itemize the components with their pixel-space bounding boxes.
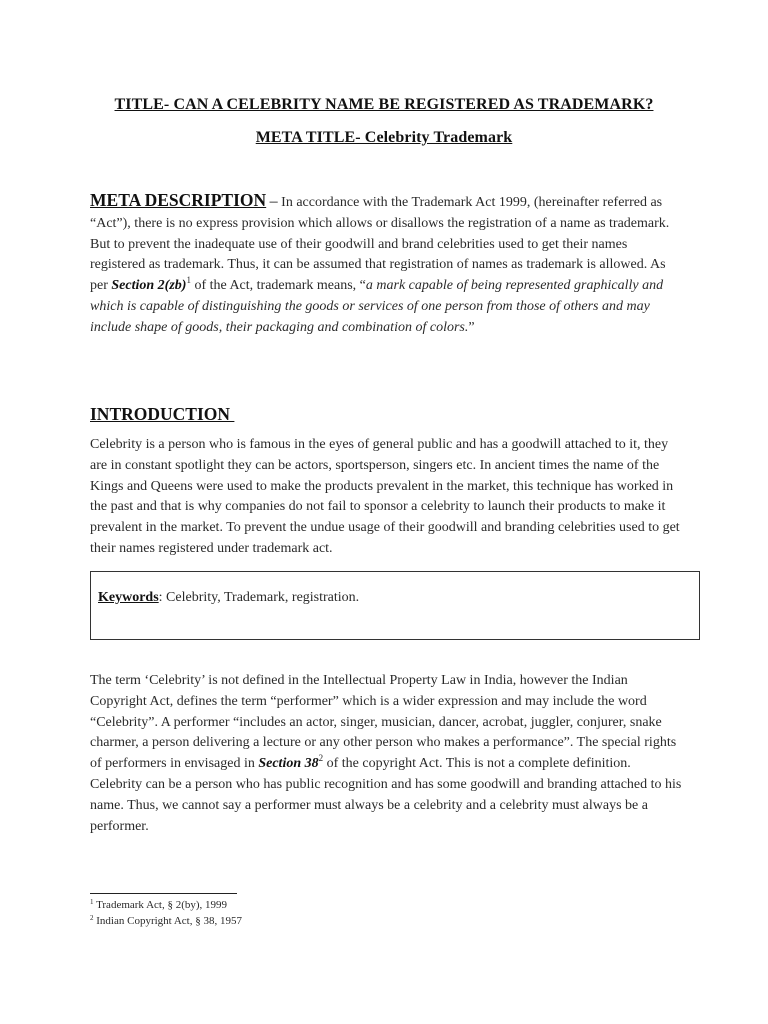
keywords-text: : Celebrity, Trademark, registration. [158, 590, 360, 605]
footnote-mark-2: 2 [318, 753, 324, 764]
keywords-label: Keywords [98, 590, 159, 605]
footnote-1-text: Trademark Act, § 2(by), 1999 [96, 899, 228, 911]
introduction-paragraph: Celebrity is a person who is famous in the eyes of general public and has a goodwill attached to it, they are in constant spotlight they can be actors, sportsperson, singers etc. In ancient times the name of the Kings and Queens were used to make the products prevalent in the market, this technique has worked in the past and that is why companies do not fail to sponsor a celebrity to launch their products to make it prevalent in the market. To prevent the undue usage of their goodwill and branding celebrities used to get their names registered under trademark act. [90, 437, 680, 556]
keywords-line [98, 590, 359, 606]
footnote-mark-1: 1 [186, 275, 191, 286]
celebrity-definition-paragraph [90, 671, 682, 837]
footnote-2 [90, 915, 242, 927]
definition-closing-quote: ” [468, 319, 475, 335]
introduction-heading: INTRODUCTION [90, 404, 235, 424]
footnote-1-mark: 1 [90, 898, 94, 906]
meta-description-paragraph [90, 190, 682, 339]
meta-description-dash: – [269, 193, 278, 210]
footnote-2-mark: 2 [90, 914, 94, 922]
meta-title: META TITLE- Celebrity Trademark [255, 129, 513, 146]
trademark-definition: a mark capable of being represented graphically and which is capable of distinguishing the goods or services of one person from those of others and may include shape of goods, their packaging and combination of colors. [90, 278, 664, 335]
section-2zb-reference: Section 2(zb) [111, 278, 187, 294]
meta-description-text: In accordance with the Trademark Act 1999, (hereinafter referred as “Act”), there is no express provision which allows or disallows the registration of a name as trademark. But to prevent the inadequate use of their goodwill and brand celebrities used to get their names registered as trademark. Thus, it can be assumed that registration of names as trademark is allowed. As per [90, 195, 670, 294]
footnote-separator [90, 893, 237, 894]
keywords-box [90, 571, 700, 640]
paragraph-2-text-2: of the copyright Act. This is not a complete definition. Celebrity can be a person who has public recognition and has some goodwill and branding attached to his name. Thus, we cannot say a performer must always be a celebrity and a celebrity must always be a performer. [90, 756, 682, 834]
document-title: TITLE- CAN A CELEBRITY NAME BE REGISTERED AS TRADEMARK? [114, 96, 654, 113]
paragraph-2-text: The term ‘Celebrity’ is not defined in the Intellectual Property Law in India, however the Indian Copyright Act, defines the term “performer” which is a wider expression and may include the word “Celebrity”. A performer “includes an actor, singer, musician, dancer, acrobat, juggler, conjurer, snake charmer, a person delivering a lecture or any other person who makes a performance”. The special rights of performers in envisaged in [90, 673, 677, 772]
section-38-reference: Section 38 [258, 756, 319, 772]
meta-description-text-2: of the Act, trademark means, “ [194, 278, 366, 294]
footnote-1 [90, 899, 227, 911]
meta-description-label: META DESCRIPTION [90, 190, 267, 210]
footnote-2-text: Indian Copyright Act, § 38, 1957 [96, 915, 242, 927]
